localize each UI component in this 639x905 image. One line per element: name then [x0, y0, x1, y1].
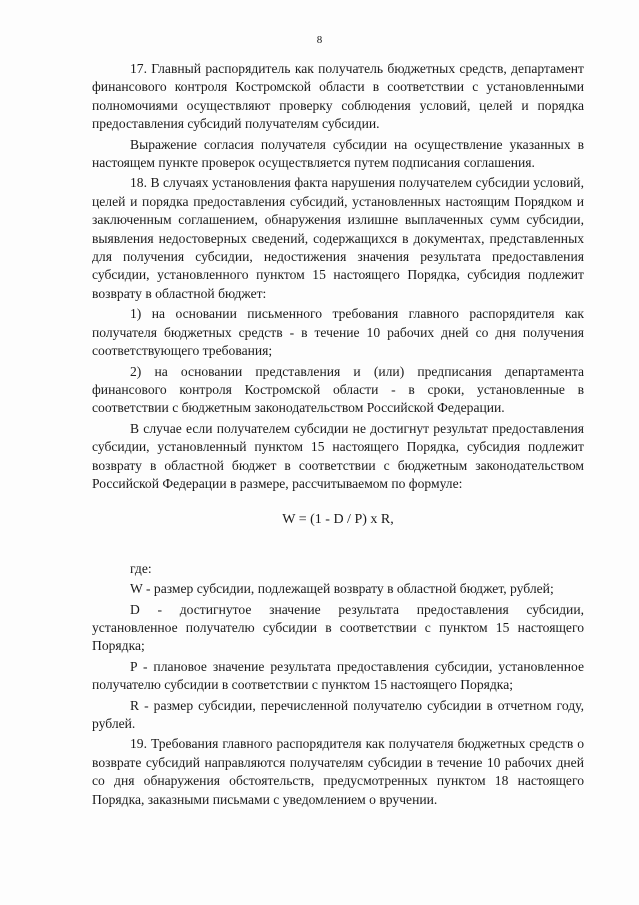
paragraph-17-consent: Выражение согласия получателя субсидии на осуществление указанных в настоящем пункте проверок осуществляется путем подписания соглашения. [92, 136, 584, 171]
paragraph-18: 18. В случаях установления факта нарушения получателем субсидии условий, целей и порядка предоставления субсидий, установленных настоящим Порядком и заключенным соглашением, обнаружения излишне выплаченных сумм субсидии, выявления недостоверных сведений, содержащихся в документах, представленных для получения субсидии, недостижения значения результата предоставления субсидии, установленного пунктом 15 настоящего Порядка, субсидия подлежит возврату в областной бюджет: [92, 175, 584, 301]
document-body [92, 60, 584, 809]
definition-r: R - размер субсидии, перечисленной получателю субсидии в отчетном году, рублей. [92, 697, 584, 731]
definition-d: D - достигнутое значение результата предоставления субсидии, установленное получателю субсидии в соответствии с пунктом 15 настоящего Порядка; [92, 601, 584, 654]
page-number: 8 [316, 34, 323, 46]
formula-definitions [92, 580, 584, 733]
definition-p: P - плановое значение результата предоставления субсидии, установленное получателю субсидии в соответствии с пунктом 15 настоящего Порядка; [92, 658, 584, 693]
paragraph-17: 17. Главный распорядитель как получатель бюджетных средств, департамент финансового контроля Костромской области в соответствии с установленными полномочиями осуществляют проверку соблюдения условий, целей и порядка предоставления субсидий получателям субсидии. [92, 61, 584, 132]
paragraph-18-item-2: 2) на основании представления и (или) предписания департамента финансового контроля Костромской области - в сроки, установленные в соответствии с бюджетным законодательством Российской Федерации. [92, 363, 584, 416]
paragraph-18-refund-case: В случае если получателем субсидии не достигнут результат предоставления субсидии, установленный пунктом 15 настоящего Порядка, субсидия подлежит возврату в областной бюджет в соответствии с бюджетным законодательством Российской Федерации в размере, рассчитываемом по формуле: [92, 420, 584, 491]
formula-where-label: где: [130, 560, 152, 576]
refund-formula: W = (1 - D / P) x R, [282, 512, 394, 528]
paragraph-19: 19. Требования главного распорядителя как получателя бюджетных средств о возврате субсидий направляются получателям субсидии в течение 10 рабочих дней со дня обнаружения обстоятельств, предусмотренных пунктом 18 настоящего Порядка, заказными письмами с уведомлением о вручении. [92, 736, 584, 807]
definition-w: W - размер субсидии, подлежащей возврату в областной бюджет, рублей; [130, 581, 554, 597]
paragraph-18-item-1: 1) на основании письменного требования главного распорядителя как получателя бюджетных средств - в течение 10 рабочих дней со дня получения соответствующего требования; [92, 306, 584, 359]
